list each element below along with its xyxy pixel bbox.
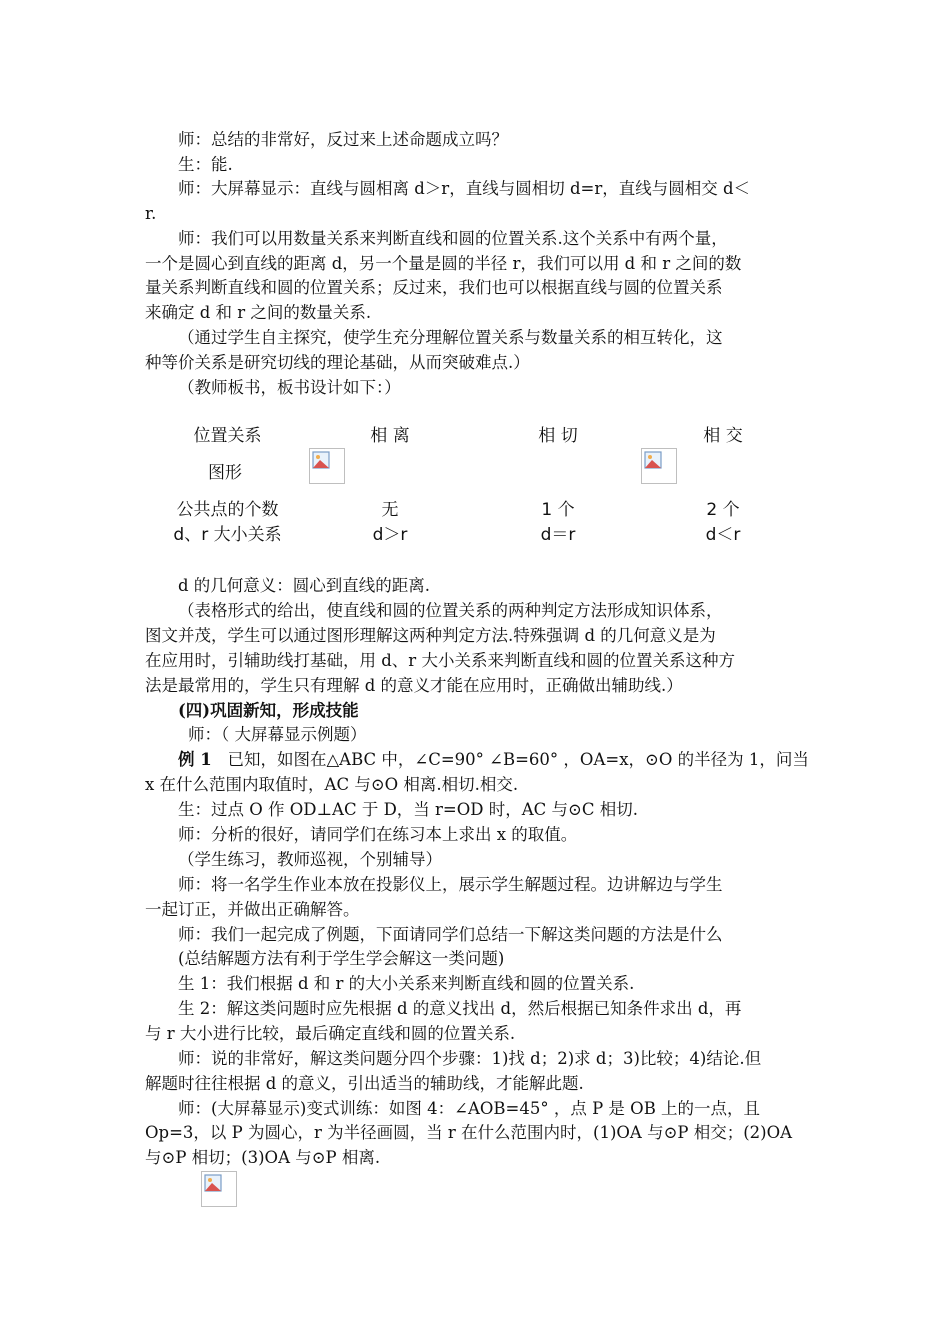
paragraph-line: 一个是圆心到直线的距离 d，另一个量是圆的半径 r，我们可以用 d 和 r 之间的数 [145,254,742,273]
table-cell: 1 个 [541,500,575,520]
paragraph-line: 生：能. [178,155,233,174]
paragraph-line: 种等价关系是研究切线的理论基础，从而突破难点.） [145,353,530,372]
broken-image-icon [309,448,345,484]
broken-image-icon [201,1171,237,1207]
paragraph-line: 师：总结的非常好，反过来上述命题成立吗？ [178,130,508,149]
paragraph-line: 一起订正，并做出正确解答。 [145,900,360,919]
paragraph-line: 与⊙P 相切；(3)OA 与⊙P 相离. [145,1148,381,1167]
table-cell: d＜r [705,525,741,545]
table-figure-label: 图形 [208,463,242,483]
paragraph-line: 师：(大屏幕显示)变式训练：如图 4：∠AOB=45° ，点 P 是 OB 上的一点，且 [178,1099,761,1118]
paragraph-line: 师：说的非常好，解这类问题分四个步骤：1)找 d；2)求 d；3)比较；4)结论.但 [178,1049,762,1068]
paragraph-line: 与 r 大小进行比较，最后确定直线和圆的位置关系. [145,1024,516,1043]
paragraph-line: d 的几何意义：圆心到直线的距离. [178,576,431,595]
table-cell: 无 [381,500,399,520]
table-row-label-points: 公共点的个数 [176,500,279,520]
paragraph-line: 师：将一名学生作业本放在投影仪上，展示学生解题过程。边讲解边与学生 [178,875,723,894]
paragraph-line: 师：分析的很好，请同学们在练习本上求出 x 的取值。 [178,825,578,844]
paragraph-line: （通过学生自主探究，使学生充分理解位置关系与数量关系的相互转化，这 [178,328,723,347]
paragraph-line: 在应用时，引辅助线打基础，用 d、r 大小关系来判断直线和圆的位置关系这种方 [145,651,735,670]
example-line [178,747,809,772]
paragraph-line: 生 2：解这类问题时应先根据 d 的意义找出 d，然后根据已知条件求出 d，再 [178,999,742,1018]
table-cell: 2 个 [706,500,740,520]
paragraph-line: r. [145,204,157,223]
paragraph-line: 生 1：我们根据 d 和 r 的大小关系来判断直线和圆的位置关系. [178,974,635,993]
paragraph-line: 师：我们一起完成了例题，下面请同学们总结一下解这类问题的方法是什么 [178,925,723,944]
example-text: 已知，如图在△ABC 中，∠C=90° ∠B=60° ，OA=x，⊙O 的半径为 1，问当 [227,750,809,769]
table-header-separate: 相 离 [370,426,410,446]
paragraph-line: 图文并茂，学生可以通过图形理解这两种判定方法.特殊强调 d 的几何意义是为 [145,626,716,645]
paragraph-line: Op=3，以 P 为圆心，r 为半径画圆，当 r 在什么范围内时，(1)OA 与⊙P 相交；(2)OA [145,1123,793,1142]
paragraph-line: 来确定 d 和 r 之间的数量关系. [145,303,372,322]
table-header-intersect: 相 交 [703,426,743,446]
paragraph-line: （表格形式的给出，使直线和圆的位置关系的两种判定方法形成知识体系， [178,601,723,620]
broken-image-icon [641,448,677,484]
paragraph-line: 解题时往往根据 d 的意义，引出适当的辅助线，才能解此题. [145,1074,584,1093]
example-label: 例 1 [178,750,212,769]
paragraph-line: 法是最常用的，学生只有理解 d 的意义才能在应用时，正确做出辅助线.） [145,676,683,695]
table-cell: d＝r [540,525,576,545]
paragraph-line: 生：过点 O 作 OD⊥AC 于 D，当 r=OD 时，AC 与⊙C 相切. [178,800,638,819]
table-cell: d＞r [372,525,408,545]
paragraph-line: （教师板书，板书设计如下：） [178,378,401,397]
paragraph-line: 师：我们可以用数量关系来判断直线和圆的位置关系.这个关系中有两个量， [178,229,728,248]
paragraph-line: 量关系判断直线和圆的位置关系；反过来，我们也可以根据直线与圆的位置关系 [145,278,723,297]
paragraph-line: 师：大屏幕显示：直线与圆相离 d＞r，直线与圆相切 d=r，直线与圆相交 d＜ [178,179,751,198]
paragraph-line: x 在什么范围内取值时，AC 与⊙O 相离.相切.相交. [145,775,519,794]
section-heading: (四)巩固新知，形成技能 [178,701,359,720]
paragraph-line: （学生练习，教师巡视，个别辅导） [178,850,442,869]
table-row-label-dr: d、r 大小关系 [173,525,282,545]
table-header-relation: 位置关系 [193,426,262,446]
table-header-tangent: 相 切 [538,426,578,446]
paragraph-line: 师：（ 大屏幕显示例题） [188,725,367,744]
paragraph-line: (总结解题方法有利于学生学会解这一类问题) [178,949,505,968]
